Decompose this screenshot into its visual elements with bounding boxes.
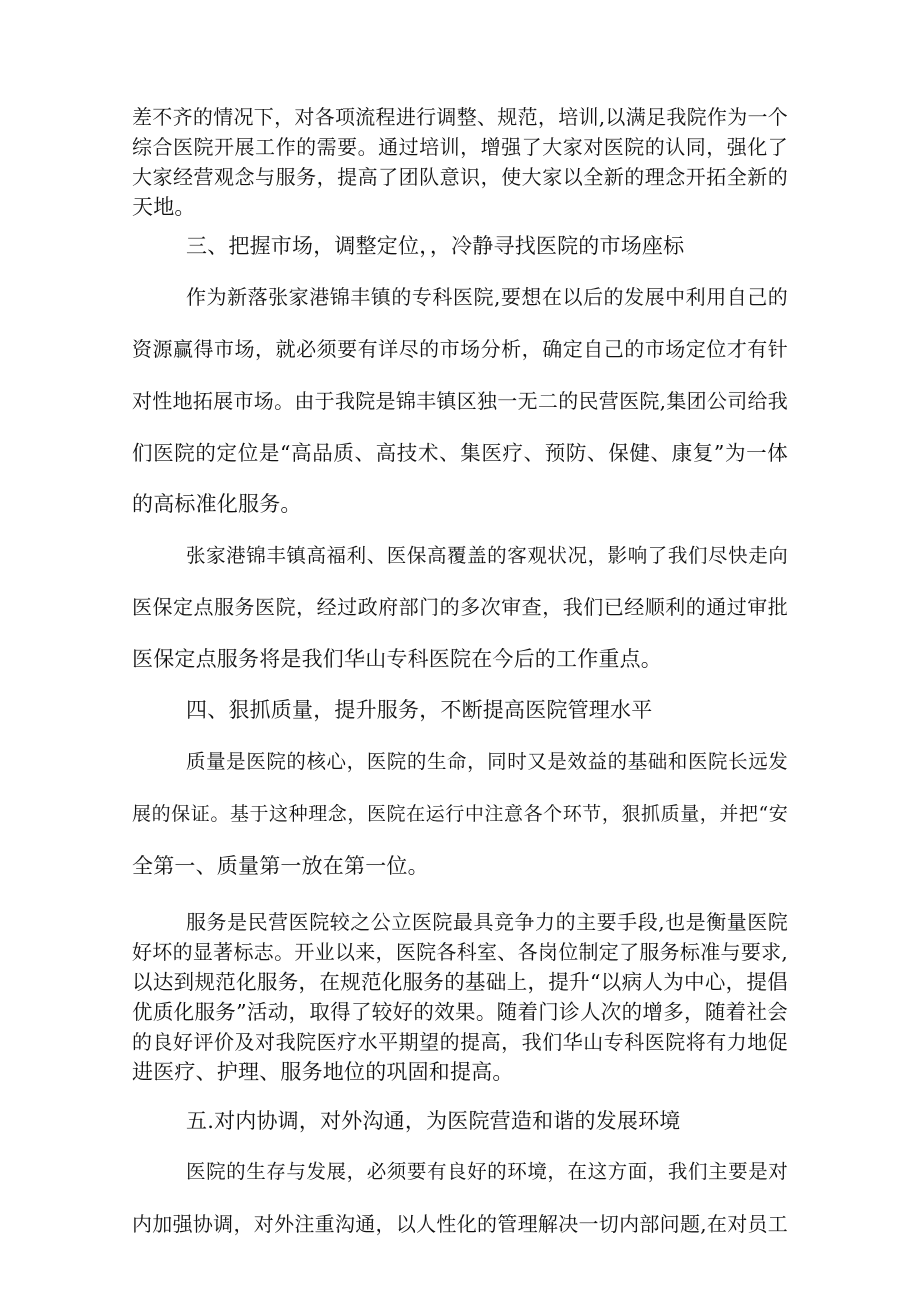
text-line: 展的保证。基于这种理念，医院在运行中注意各个环节，狠抓质量，并把“安	[132, 803, 788, 825]
text-line: 医保定点服务将是我们华山专科医院在今后的工作重点。	[132, 647, 662, 671]
section-heading-coordination: 五.对内协调，对外沟通，为医院营造和谐的发展环境	[186, 1109, 681, 1133]
text-line: 质量是医院的核心，医院的生命，同时又是效益的基础和医院长远发	[186, 750, 788, 773]
text-line: 差不齐的情况下，对各项流程进行调整、规范，培训,以满足我院作为一个	[132, 105, 788, 129]
text-line: 好坏的显著标志。开业以来，医院各科室、各岗位制定了服务标准与要求,	[132, 940, 788, 964]
text-line: 以达到规范化服务，在规范化服务的基础上，提升“以病人为中心，提倡	[132, 970, 788, 994]
text-line: 对性地拓展市场。由于我院是锦丰镇区独一无二的民营医院,集团公司给我	[132, 389, 788, 413]
text-line: 优质化服务”活动，取得了较好的效果。随着门诊人次的增多，随着社会	[132, 1000, 788, 1024]
text-line: 的高标准化服务。	[132, 492, 302, 516]
text-line: 综合医院开展工作的需要。通过培训，增强了大家对医院的认同，强化了	[132, 135, 788, 159]
text-line: 张家港锦丰镇高福利、医保高覆盖的客观状况，影响了我们尽快走向	[186, 544, 788, 567]
text-line: 服务是民营医院较之公立医院最具竞争力的主要手段,也是衡量医院	[186, 910, 788, 934]
text-line: 作为新落张家港锦丰镇的专科医院,要想在以后的发展中利用自己的	[186, 285, 788, 309]
section-heading-quality: 四、狠抓质量，提升服务，不断提高医院管理水平	[186, 698, 653, 722]
text-line: 大家经营观念与服务，提高了团队意识，使大家以全新的理念开拓全新的	[132, 165, 788, 189]
text-line: 医保定点服务医院，经过政府部门的多次审查，我们已经顺利的通过审批	[132, 595, 788, 619]
text-line: 天地。	[132, 195, 196, 219]
text-line: 全第一、质量第一放在第一位。	[132, 854, 429, 878]
text-line: 资源赢得市场，就必须要有详尽的市场分析，确定自己的市场定位才有针	[132, 337, 788, 361]
text-line: 的良好评价及对我院医疗水平期望的提高，我们华山专科医院将有力地促	[132, 1030, 788, 1054]
section-heading-market: 三、把握市场，调整定位，，冷静寻找医院的市场座标	[186, 234, 685, 258]
text-line: 医院的生存与发展，必须要有良好的环境，在这方面，我们主要是对	[186, 1160, 788, 1183]
text-line: 们医院的定位是“高品质、高技术、集医疗、预防、保健、康复”为一体	[132, 441, 788, 465]
text-line: 进医疗、护理、服务地位的巩固和提高。	[132, 1060, 514, 1084]
text-line: 内加强协调，对外注重沟通，以人性化的管理解决一切内部问题,在对员工	[132, 1212, 788, 1236]
